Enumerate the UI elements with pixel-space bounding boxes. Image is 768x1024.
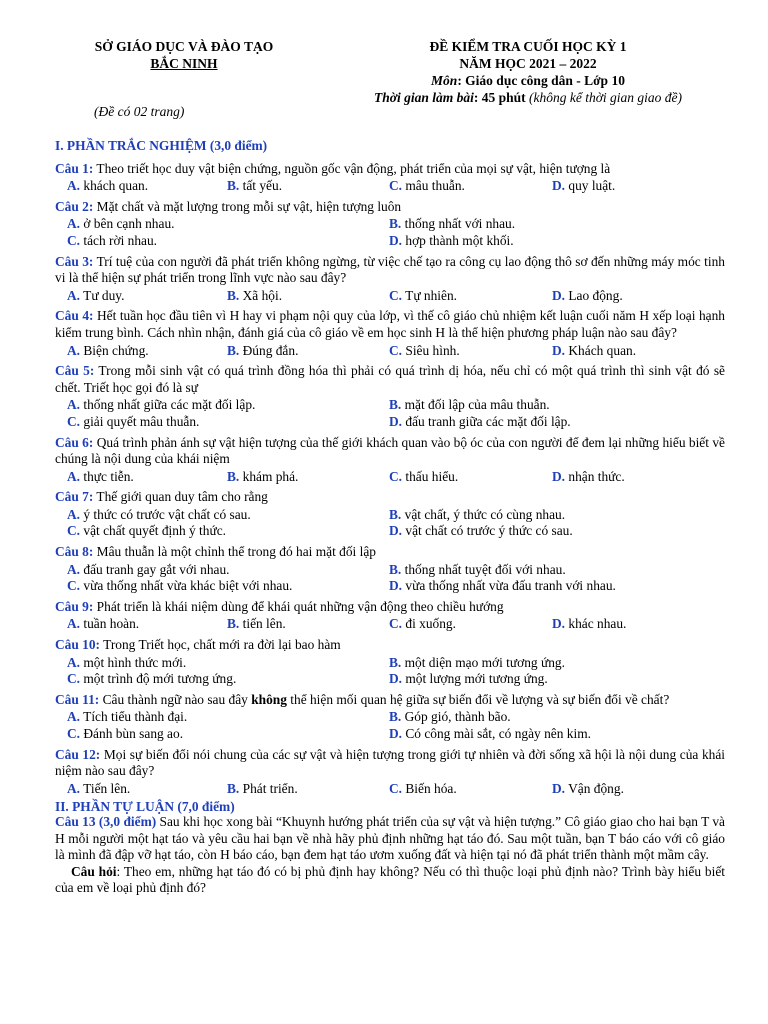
answer-option	[215, 343, 377, 360]
option-text: mặt đối lập của mâu thuẫn.	[401, 397, 550, 413]
question-block	[55, 308, 725, 363]
answer-option	[215, 469, 377, 486]
option-letter: C.	[67, 726, 81, 741]
question-text: Phát triển là khái niệm dùng để khái quát những vận động theo chiều hướng	[93, 598, 504, 614]
option-letter: A.	[67, 468, 81, 484]
option-letter: C.	[389, 342, 403, 358]
exam-content	[55, 138, 725, 896]
option-letter: D.	[389, 232, 403, 248]
option-letter: D.	[552, 342, 566, 358]
question-block	[55, 692, 725, 747]
option-letter: C.	[389, 616, 403, 632]
question-number: Câu 10:	[55, 637, 101, 653]
option-text: khám phá.	[239, 468, 299, 484]
question-text: Mọi sự biến đổi nói chung của các sự vật và hiện tượng trong giới tự nhiên và đời sống xã hội là nội dung của khái niệm nào sau đây?	[55, 746, 725, 779]
option-text: mâu thuẫn.	[402, 178, 465, 194]
question-number: Câu 9:	[55, 598, 94, 614]
options-row	[55, 414, 725, 431]
option-letter: B.	[227, 287, 240, 303]
answer-option	[55, 233, 377, 250]
question-stem	[55, 692, 725, 709]
question-number: Câu 6:	[55, 434, 94, 450]
option-letter: A.	[67, 654, 81, 670]
answer-option	[540, 781, 725, 798]
answer-option	[55, 709, 377, 726]
options-row	[55, 726, 725, 743]
answer-option	[55, 507, 377, 524]
question-text: Quá trình phản ánh sự vật hiện tượng của thế giới khách quan vào bộ óc của con người để đem lại những hiểu biết về chúng là nội dung của khái niệm	[55, 434, 725, 467]
options-row	[55, 177, 725, 195]
question-block	[55, 599, 725, 637]
options-row	[55, 561, 725, 579]
option-text: tuần hoàn.	[80, 616, 140, 632]
exam-header	[318, 38, 738, 106]
answer-option	[377, 507, 725, 524]
option-letter: B.	[227, 616, 240, 632]
answer-option	[540, 469, 725, 486]
options-row	[55, 654, 725, 672]
option-text: vật chất có trước ý thức có sau.	[402, 523, 573, 539]
option-text: thấu hiểu.	[402, 468, 459, 484]
answer-option	[55, 726, 377, 743]
section1-title: I. PHẦN TRẮC NGHIỆM (3,0 điểm)	[55, 138, 268, 153]
option-text: Tự nhiên.	[402, 287, 458, 303]
answer-option	[377, 781, 540, 798]
answer-option	[377, 233, 725, 250]
question-text: Câu thành ngữ nào sau đây	[99, 691, 252, 707]
option-letter: C.	[389, 287, 403, 303]
option-text: giải quyết mâu thuẫn.	[80, 413, 200, 429]
option-text: Biện chứng.	[80, 342, 149, 358]
answer-option	[215, 781, 377, 798]
option-text: nhận thức.	[565, 468, 625, 484]
answer-option	[55, 616, 215, 633]
answer-option	[215, 178, 377, 195]
option-letter: D.	[389, 671, 403, 687]
answer-option	[55, 671, 377, 688]
question-stem	[55, 199, 725, 216]
options-row	[55, 578, 725, 595]
question-block	[55, 489, 725, 544]
answer-option	[540, 343, 725, 360]
question-stem	[55, 544, 725, 561]
option-text: hợp thành một khối.	[402, 232, 514, 248]
exam-title: ĐỀ KIỂM TRA CUỐI HỌC KỲ 1	[429, 39, 627, 54]
question-stem	[55, 637, 725, 654]
option-letter: D.	[389, 413, 403, 429]
option-letter: D.	[552, 616, 566, 632]
options-row	[55, 708, 725, 726]
option-letter: B.	[389, 709, 402, 725]
school-year: NĂM HỌC 2021 – 2022	[459, 56, 597, 71]
option-text: tất yếu.	[239, 178, 283, 194]
option-text: vừa thống nhất vừa khác biệt với nhau.	[80, 578, 293, 594]
option-text: quy luật.	[565, 178, 616, 194]
option-text: vật chất, ý thức có cùng nhau.	[401, 506, 566, 522]
option-letter: B.	[389, 561, 402, 577]
option-letter: D.	[552, 780, 566, 796]
answer-option	[540, 288, 725, 305]
options-row	[55, 342, 725, 360]
answer-option	[377, 469, 540, 486]
option-letter: A.	[67, 780, 81, 796]
options-row	[55, 215, 725, 233]
option-letter: A.	[67, 561, 81, 577]
option-letter: A.	[67, 342, 81, 358]
option-letter: A.	[67, 216, 81, 232]
option-text: thống nhất tuyệt đối với nhau.	[401, 561, 566, 577]
option-text: tách rời nhau.	[80, 232, 158, 248]
option-text: một trình độ mới tương ứng.	[80, 671, 237, 687]
essay-ask	[55, 864, 725, 897]
options-row	[55, 615, 725, 633]
question-text: Hết tuần học đầu tiên vì H hay vi phạm nội quy của lớp, vì thế cô giáo chủ nhiệm kết luận cuối năm H xếp loại hạnh kiểm trung bình. Cách nhìn nhận, đánh giá của cô giáo về em học sinh H là thể hiện phương pháp luận nào sau đây?	[55, 308, 725, 340]
question-stem	[55, 747, 725, 780]
option-text: ở bên cạnh nhau.	[80, 216, 175, 232]
answer-option	[377, 578, 725, 595]
option-text: Xã hội.	[239, 287, 283, 303]
answer-option	[55, 414, 377, 431]
option-text: Khách quan.	[565, 342, 637, 358]
question-text: Thế giới quan duy tâm cho rằng	[93, 489, 268, 505]
option-letter: B.	[227, 178, 240, 194]
options-row	[55, 780, 725, 798]
answer-option	[215, 616, 377, 633]
option-text: Lao động.	[565, 287, 623, 303]
question-block	[55, 254, 725, 309]
option-letter: A.	[67, 178, 81, 194]
question-stem	[55, 489, 725, 506]
time-value: : 45 phút	[473, 90, 526, 105]
question-stem	[55, 435, 725, 468]
essay-label: Câu 13 (3,0 điểm)	[55, 814, 157, 830]
option-letter: C.	[67, 578, 81, 594]
essay-question	[55, 814, 725, 863]
option-letter: B.	[389, 506, 402, 522]
answer-option	[377, 562, 725, 579]
question-block	[55, 199, 725, 254]
answer-option	[55, 216, 377, 233]
question-number: Câu 8:	[55, 544, 94, 560]
question-text: Trong mỗi sinh vật có quá trình đồng hóa thì phải có quá trình dị hóa, nếu chỉ có một quá trình thì sinh vật đó sẽ chết. Triết học gọi đó là sự	[55, 363, 725, 395]
essay-ask-text: : Theo em, những hạt táo đó có bị phủ định hay không? Nếu có thì thuộc loại phủ định nào? Trình bày hiểu biết của em về loại phủ định đó?	[55, 863, 725, 895]
option-letter: D.	[552, 468, 566, 484]
answer-option	[55, 343, 215, 360]
option-text: Góp gió, thành bão.	[401, 709, 511, 725]
time-label: Thời gian làm bài	[373, 90, 474, 105]
answer-option	[55, 578, 377, 595]
question-stem	[55, 161, 725, 178]
answer-option	[540, 616, 725, 633]
option-text: thống nhất với nhau.	[401, 216, 516, 232]
answer-option	[55, 523, 377, 540]
answer-option	[55, 178, 215, 195]
option-letter: B.	[227, 342, 240, 358]
answer-option	[377, 397, 725, 414]
option-letter: B.	[389, 397, 402, 413]
answer-option	[377, 178, 540, 195]
question-number: Câu 5:	[55, 363, 95, 379]
option-letter: D.	[389, 523, 403, 539]
answer-option	[377, 414, 725, 431]
options-row	[55, 468, 725, 486]
question-number: Câu 7:	[55, 489, 94, 505]
option-text: đấu tranh gay gắt với nhau.	[80, 561, 230, 577]
subject-value: : Giáo dục công dân - Lớp 10	[457, 73, 625, 88]
option-letter: D.	[389, 726, 403, 741]
option-text: khác nhau.	[565, 616, 627, 632]
question-number: Câu 2:	[55, 198, 94, 214]
option-text: Tư duy.	[80, 287, 125, 303]
question-number: Câu 1:	[55, 160, 94, 176]
option-text: Đánh bùn sang ao.	[80, 726, 184, 741]
answer-option	[377, 288, 540, 305]
option-text: đi xuống.	[402, 616, 456, 632]
answer-option	[55, 288, 215, 305]
answer-option	[377, 671, 725, 688]
options-row	[55, 233, 725, 250]
answer-option	[377, 709, 725, 726]
question-number: Câu 12:	[55, 746, 101, 762]
section2-title: II. PHẦN TỰ LUẬN (7,0 điểm)	[55, 799, 235, 815]
option-text: vừa thống nhất vừa đấu tranh với nhau.	[402, 578, 616, 594]
department-header	[58, 38, 310, 72]
answer-option	[377, 616, 540, 633]
option-letter: D.	[389, 578, 403, 594]
question-text: Mâu thuẫn là một chỉnh thể trong đó hai mặt đối lập	[93, 544, 376, 560]
question-number: Câu 3:	[55, 253, 94, 269]
option-text: Phát triển.	[239, 780, 298, 796]
question-block	[55, 544, 725, 599]
question-list	[55, 161, 725, 798]
essay-text: Sau khi học xong bài “Khuynh hướng phát triển của sự vật và hiện tượng.” Cô giáo giao cho hai bạn T và H mỗi người một hạt táo và yêu cầu hai bạn về nhà hãy phủ định những hạt táo đó. Sau một tuần, bạn T báo cáo với cô giáo là mình đã đập vỡ hạt táo, còn H báo cáo, bạn đem hạt táo ươm xuống đất và hiện tại nó đã phát triển thành một mầm cây.	[55, 814, 725, 863]
options-row	[55, 671, 725, 688]
question-text: Mặt chất và mặt lượng trong mỗi sự vật, hiện tượng luôn	[93, 198, 402, 214]
answer-option	[55, 469, 215, 486]
question-stem	[55, 363, 725, 396]
options-row	[55, 396, 725, 414]
question-block	[55, 435, 725, 490]
question-stem	[55, 599, 725, 616]
option-letter: D.	[552, 178, 566, 194]
option-text: Tích tiểu thành đại.	[80, 709, 188, 725]
option-text: một diện mạo mới tương ứng.	[401, 654, 565, 670]
option-text: thống nhất giữa các mặt đối lập.	[80, 397, 256, 413]
answer-option	[377, 523, 725, 540]
option-letter: C.	[389, 468, 403, 484]
option-letter: B.	[389, 216, 402, 232]
answer-option	[55, 562, 377, 579]
answer-option	[540, 178, 725, 195]
question-number: Câu 4:	[55, 308, 94, 324]
option-letter: A.	[67, 506, 81, 522]
option-letter: A.	[67, 397, 81, 413]
option-letter: B.	[227, 468, 240, 484]
department-line1: SỞ GIÁO DỤC VÀ ĐÀO TẠO	[94, 39, 274, 54]
option-letter: C.	[67, 413, 81, 429]
answer-option	[55, 655, 377, 672]
answer-option	[377, 655, 725, 672]
essay-ask-label: Câu hỏi	[71, 863, 117, 879]
option-text: tiến lên.	[239, 616, 286, 632]
options-row	[55, 506, 725, 524]
answer-option	[377, 216, 725, 233]
option-letter: C.	[389, 780, 403, 796]
option-text: đấu tranh giữa các mặt đối lập.	[402, 413, 571, 429]
question-text-emphasis: không	[251, 691, 287, 707]
option-text: một hình thức mới.	[80, 654, 187, 670]
option-letter: A.	[67, 616, 81, 632]
option-text: Biến hóa.	[402, 780, 457, 796]
question-number: Câu 11:	[55, 691, 100, 707]
question-block	[55, 363, 725, 434]
subject-line	[318, 72, 738, 89]
option-text: thực tiễn.	[80, 468, 134, 484]
option-text: Vận động.	[565, 780, 624, 796]
question-stem	[55, 308, 725, 341]
option-text: một lượng mới tương ứng.	[402, 671, 548, 687]
option-text: Có công mài sắt, có ngày nên kim.	[402, 726, 591, 741]
question-block	[55, 161, 725, 199]
question-text: Trí tuệ của con người đã phát triển không ngừng, từ việc chế tạo ra công cụ lao động thô sơ đến những máy móc tinh vi là thể hiện sự phát triển trong lĩnh vực nào sau đây?	[55, 253, 725, 286]
subject-label: Môn	[431, 73, 458, 88]
option-letter: A.	[67, 287, 81, 303]
pages-note: (Đề có 02 trang)	[94, 104, 185, 119]
answer-option	[55, 781, 215, 798]
question-stem	[55, 254, 725, 287]
time-line	[318, 89, 738, 106]
option-letter: C.	[67, 232, 81, 248]
question-text: Theo triết học duy vật biện chứng, nguồn gốc vận động, phát triển của mọi sự vật, hiện tượng là	[93, 160, 611, 176]
option-letter: B.	[227, 780, 240, 796]
question-block	[55, 747, 725, 798]
question-text: thể hiện mối quan hệ giữa sự biến đổi về lượng và sự biến đổi về chất?	[286, 691, 670, 707]
department-line2: BẮC NINH	[150, 56, 218, 71]
options-row	[55, 523, 725, 540]
time-note: (không kể thời gian giao đề)	[525, 90, 683, 105]
option-text: khách quan.	[80, 178, 149, 194]
option-text: Siêu hình.	[402, 342, 460, 358]
option-text: Đúng đắn.	[239, 342, 299, 358]
option-text: vật chất quyết định ý thức.	[80, 523, 226, 539]
option-text: ý thức có trước vật chất có sau.	[80, 506, 251, 522]
answer-option	[55, 397, 377, 414]
option-letter: B.	[389, 654, 402, 670]
question-text: Trong Triết học, chất mới ra đời lại bao hàm	[100, 637, 341, 653]
option-letter: C.	[389, 178, 403, 194]
answer-option	[215, 288, 377, 305]
option-letter: C.	[67, 671, 81, 687]
answer-option	[377, 726, 725, 743]
answer-option	[377, 343, 540, 360]
options-row	[55, 287, 725, 305]
question-block	[55, 637, 725, 692]
option-text: Tiến lên.	[80, 780, 131, 796]
option-letter: D.	[552, 287, 566, 303]
option-letter: A.	[67, 709, 81, 725]
option-letter: C.	[67, 523, 81, 539]
